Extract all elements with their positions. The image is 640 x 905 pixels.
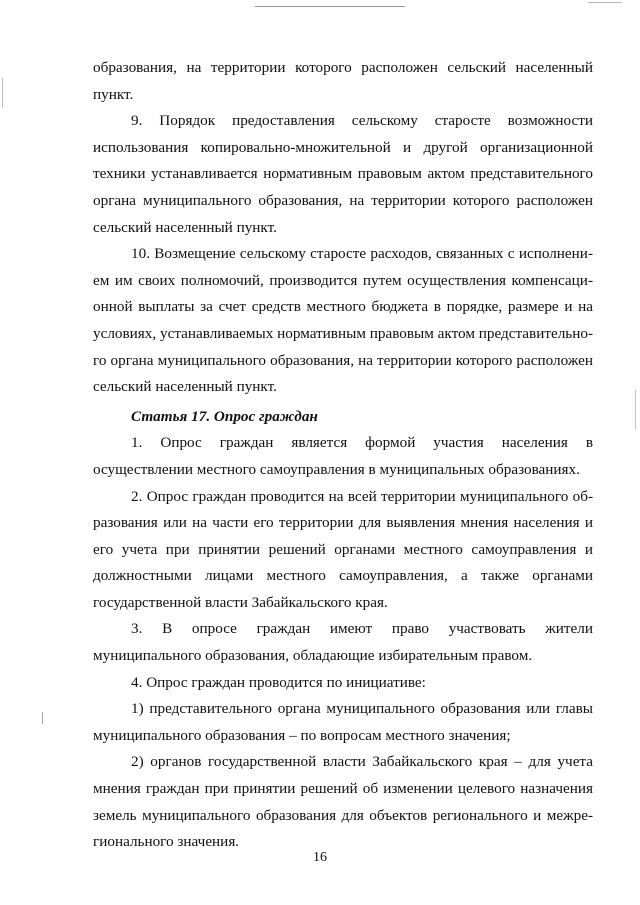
scan-left-edge	[2, 78, 3, 108]
paragraph-subitem-2: 2) органов государственной власти Забайкальского края – для учета мнения граждан при принятии решений об изменении целевого назначения земель муниципального образования для объектов регионального и межрегионального значения.	[93, 753, 593, 851]
page-number: 16	[313, 850, 327, 865]
scan-top-mark	[588, 2, 622, 3]
paragraph-item-9: 9. Порядок предоставления сельскому старосте возможности использования копировально-множительной и другой организационной техники устанавливается нормативным правовым актом представительного органа муниципального образования, на территории которого расположен сельский населенный пункт.	[93, 112, 593, 236]
paragraph-subitem-1: 1) представительного органа муниципального образования или главы муниципального образования – по вопросам местного значения;	[93, 700, 593, 744]
paragraph-article-17-item-3: 3. В опросе граждан имеют право участвовать жители муниципального образования, обладающие избирательным правом.	[93, 620, 593, 665]
scan-right-edge	[635, 390, 636, 430]
paragraph-continuation: образования, на территории которого расположен сельский населенный пункт.	[93, 59, 593, 103]
paragraph-article-17-item-2: 2. Опрос граждан проводится на всей территории муниципального образования или на части его территории для выявления мнения населения и его учета при принятии решений органами местного самоуправления и должностными лицами местного самоуправления, а также органами государственной власти Забайкальского края.	[93, 487, 593, 611]
scan-top-rule	[255, 6, 405, 7]
scan-left-tick	[42, 712, 43, 724]
document-page	[93, 55, 593, 856]
paragraph-article-17-item-4: 4. Опрос граждан проводится по инициативе:	[131, 673, 426, 691]
paragraph-item-10: 10. Возмещение сельскому старосте расходов, связанных с исполнением им своих полномочий, производится путем осуществления компенсационной выплаты за счет средств местного бюджета в порядке, размере и на условиях, устанавливаемых нормативным правовым актом представительного органа муниципального образования, на территории которого расположен сельский населенный пункт.	[93, 245, 593, 396]
paragraph-article-17-item-1: 1. Опрос граждан является формой участия населения в осуществлении местного самоуправления в муниципальных образованиях.	[93, 434, 593, 478]
article-17-heading: Статья 17. Опрос граждан	[131, 407, 318, 425]
